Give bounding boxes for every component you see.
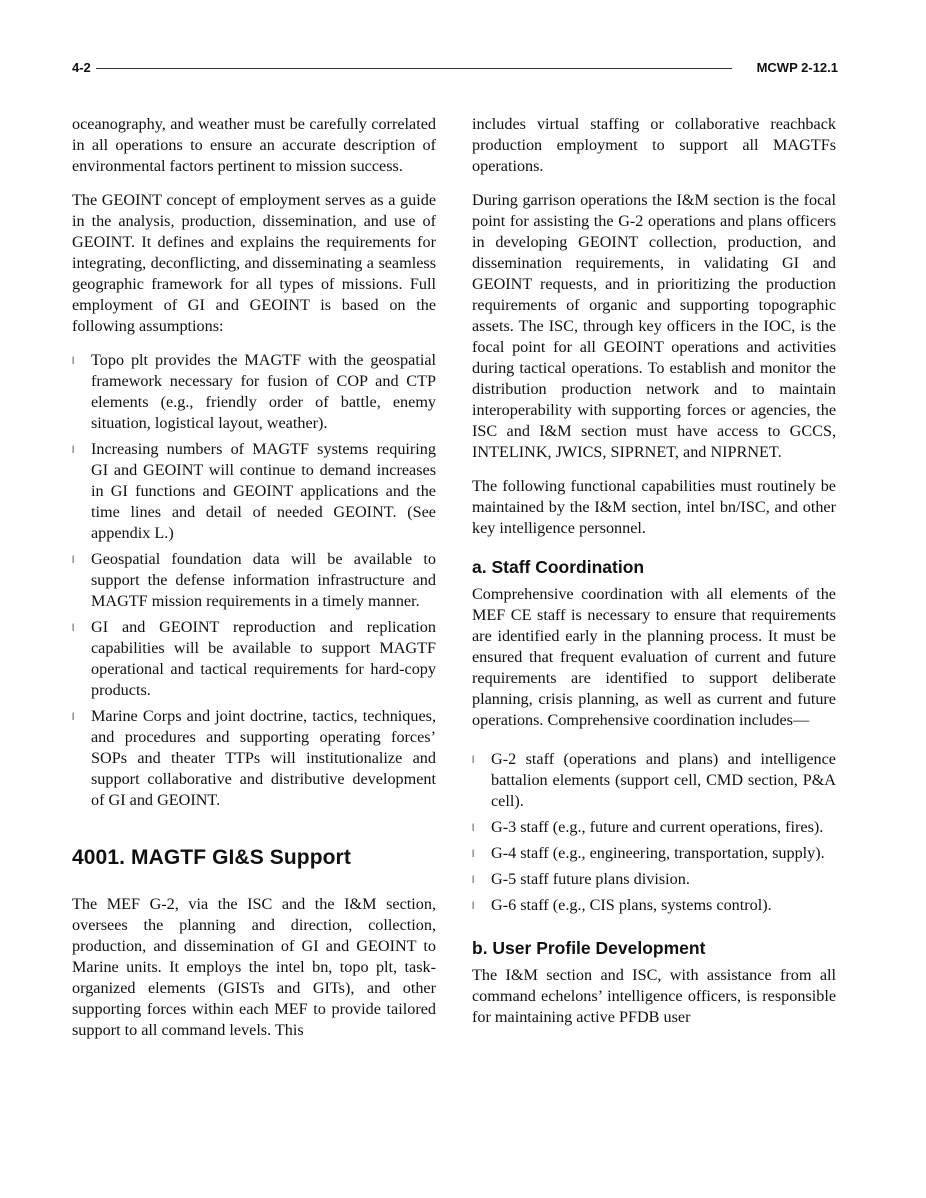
list-item: l G-2 staff (operations and plans) and intelligence battalion elements (support cell, CMD section, P&A cell). [472,750,836,810]
subsection-heading-b: b. User Profile Development [472,938,706,958]
paragraph: The following functional capabilities must routinely be maintained by the I&M section, intel bn/ISC, and other key intelligence personnel. [472,477,836,537]
coordination-list [472,749,836,916]
list-item: l Topo plt provides the MAGTF with the geospatial framework necessary for fusion of COP and CTP elements (e.g., friendly order of battle, enemy situation, logistical layout, weather). [72,351,436,432]
bullet-icon: l [72,623,75,634]
bullet-icon: l [472,823,475,834]
paragraph: includes virtual staffing or collaborative reachback production employment to support all MAGTFs operations. [472,115,836,175]
right-column [472,114,836,1041]
subsection-heading-a: a. Staff Coordination [472,557,645,577]
bullet-icon: l [72,356,75,367]
list-item: l G-4 staff (e.g., engineering, transportation, supply). [472,843,836,864]
bullet-icon: l [72,712,75,723]
assumptions-list [72,350,436,811]
list-item: l Marine Corps and joint doctrine, tactics, techniques, and procedures and supporting operating forces’ SOPs and theater TTPs will institutionalize and support collaborative and distributive development of GI and GEOINT. [72,707,436,809]
paragraph: During garrison operations the I&M section is the focal point for assisting the G-2 operations and plans officers in developing GEOINT collection, production, and dissemination requirements, in validating GI and GEOINT requests, and in prioritizing the production requirements of organic and supporting topographic assets. The ISC, through key officers in the IOC, is the focal point for all GEOINT operations and activities during tactical operations. To establish and monitor the distribution production network and to maintain interoperability with supporting forces or agencies, the ISC and I&M section must have access to GCCS, INTELINK, JWICS, SIPRNET, and NIPRNET. [472,191,836,461]
paragraph: The GEOINT concept of employment serves as a guide in the analysis, production, dissemination, and use of GEOINT. It defines and explains the requirements for integrating, deconflicting, and disseminating a seamless geographic framework for all types of missions. Full employment of GI and GEOINT is based on the following assumptions: [72,191,436,335]
header-rule [96,68,732,69]
bullet-icon: l [472,755,475,766]
left-column [72,114,436,1054]
paragraph: The I&M section and ISC, with assistance from all command echelons’ intelligence officers, is responsible for maintaining active PFDB user [472,966,836,1026]
list-item: l G-5 staff future plans division. [472,869,836,890]
page-header [72,60,838,80]
bullet-icon: l [472,849,475,860]
list-item: l G-6 staff (e.g., CIS plans, systems control). [472,895,836,916]
document-id: MCWP 2-12.1 [756,60,838,75]
bullet-icon: l [472,901,475,912]
bullet-icon: l [72,555,75,566]
paragraph: The MEF G-2, via the ISC and the I&M section, oversees the planning and direction, collection, production, and dissemination of GI and GEOINT to Marine units. It employs the intel bn, topo plt, task-organized elements (GISTs and GITs), and other supporting forces within each MEF to provide tailored support to all command levels. This [72,895,436,1039]
list-item: l GI and GEOINT reproduction and replication capabilities will be available to support MAGTF operational and tactical requirements for hard-copy products. [72,618,436,699]
list-item: l G-3 staff (e.g., future and current operations, fires). [472,817,836,838]
paragraph: oceanography, and weather must be carefully correlated in all operations to ensure an accurate description of environmental factors pertinent to mission success. [72,115,436,175]
list-item: l Increasing numbers of MAGTF systems requiring GI and GEOINT will continue to demand increases in GI functions and GEOINT applications and the time lines and detail of needed GEOINT. (See appendix L.) [72,440,436,542]
paragraph: Comprehensive coordination with all elements of the MEF CE staff is necessary to ensure that requirements are identified early in the planning process. It must be ensured that frequent evaluation of current and future requirements are identified to support deliberate planning, crisis planning, as well as current and future operations. Comprehensive coordination includes— [472,585,836,729]
bullet-icon: l [72,445,75,456]
list-item: l Geospatial foundation data will be available to support the defense information infrastructure and MAGTF mission requirements in a timely manner. [72,550,436,610]
section-heading: 4001. MAGTF GI&S Support [72,846,351,869]
page-number: 4-2 [72,60,91,75]
bullet-icon: l [472,875,475,886]
